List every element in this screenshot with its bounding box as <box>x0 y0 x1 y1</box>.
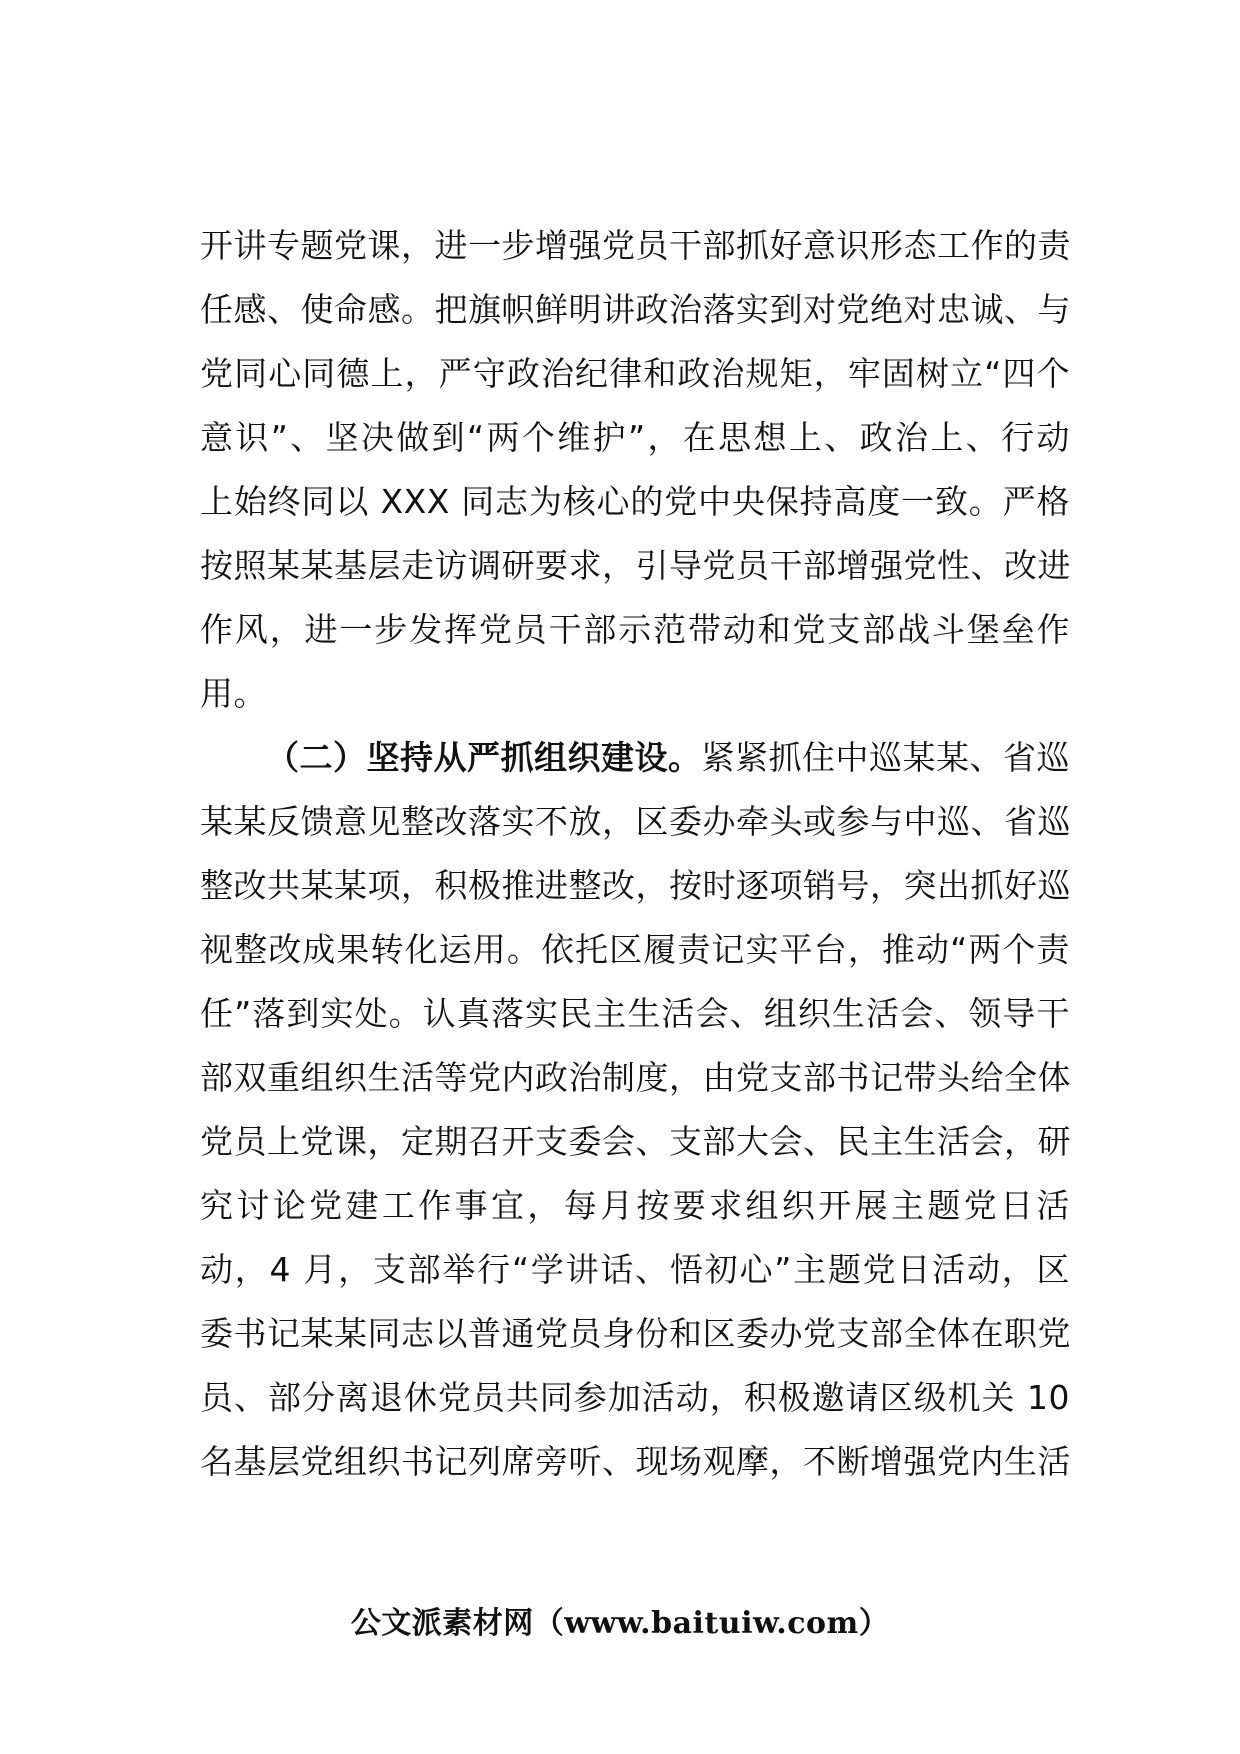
text-line: 党员上党课，定期召开支委会、支部大会、民主生活会，研 <box>200 1122 1071 1161</box>
section-heading-line <box>200 726 1070 790</box>
text-line: 视整改成果转化运用。依托区履责记实平台，推动“两个责 <box>200 930 1070 969</box>
text-line: 用。 <box>200 674 267 713</box>
text-line: 员、部分离退休党员共同参加活动，积极邀请区级机关 10 <box>200 1378 1070 1417</box>
section-heading: （二）坚持从严抓组织建设。 <box>266 738 702 777</box>
text-line: 意识”、坚决做到“两个维护”，在思想上、政治上、行动 <box>200 418 1070 457</box>
text-line: 党同心同德上，严守政治纪律和政治规矩，牢固树立“四个 <box>200 354 1070 393</box>
text-line: 动，4 月，支部举行“学讲话、悟初心”主题党日活动，区 <box>200 1250 1070 1289</box>
text-line: 部双重组织生活等党内政治制度，由党支部书记带头给全体 <box>200 1058 1071 1097</box>
text-line: 名基层党组织书记列席旁听、现场观摩，不断增强党内生活 <box>200 1442 1071 1481</box>
text-line: 按照某某基层走访调研要求，引导党员干部增强党性、改进 <box>200 546 1071 585</box>
section-heading-continuation: 紧紧抓住中巡某某、省巡 <box>701 738 1070 777</box>
text-line: 整改共某某项，积极推进整改，按时逐项销号，突出抓好巡 <box>200 866 1071 905</box>
text-line: 作风，进一步发挥党员干部示范带动和党支部战斗堡垒作 <box>200 610 1070 649</box>
text-line: 委书记某某同志以普通党员身份和区委办党支部全体在职党 <box>200 1314 1071 1353</box>
text-line: 上始终同以 XXX 同志为核心的党中央保持高度一致。严格 <box>200 482 1070 521</box>
text-line: 某某反馈意见整改落实不放，区委办牵头或参与中巡、省巡 <box>200 802 1071 841</box>
footer-watermark: 公文派素材网（www.baituiw.com） <box>350 1606 890 1641</box>
paragraph-1 <box>200 214 1070 726</box>
document-body <box>200 214 1070 1494</box>
paragraph-2 <box>200 726 1070 1494</box>
text-line: 究讨论党建工作事宜，每月按要求组织开展主题党日活 <box>200 1186 1070 1225</box>
text-line: 任”落到实处。认真落实民主生活会、组织生活会、领导干 <box>200 994 1070 1033</box>
text-line: 开讲专题党课，进一步增强党员干部抓好意识形态工作的责 <box>200 226 1071 265</box>
text-line: 任感、使命感。把旗帜鲜明讲政治落实到对党绝对忠诚、与 <box>200 290 1071 329</box>
